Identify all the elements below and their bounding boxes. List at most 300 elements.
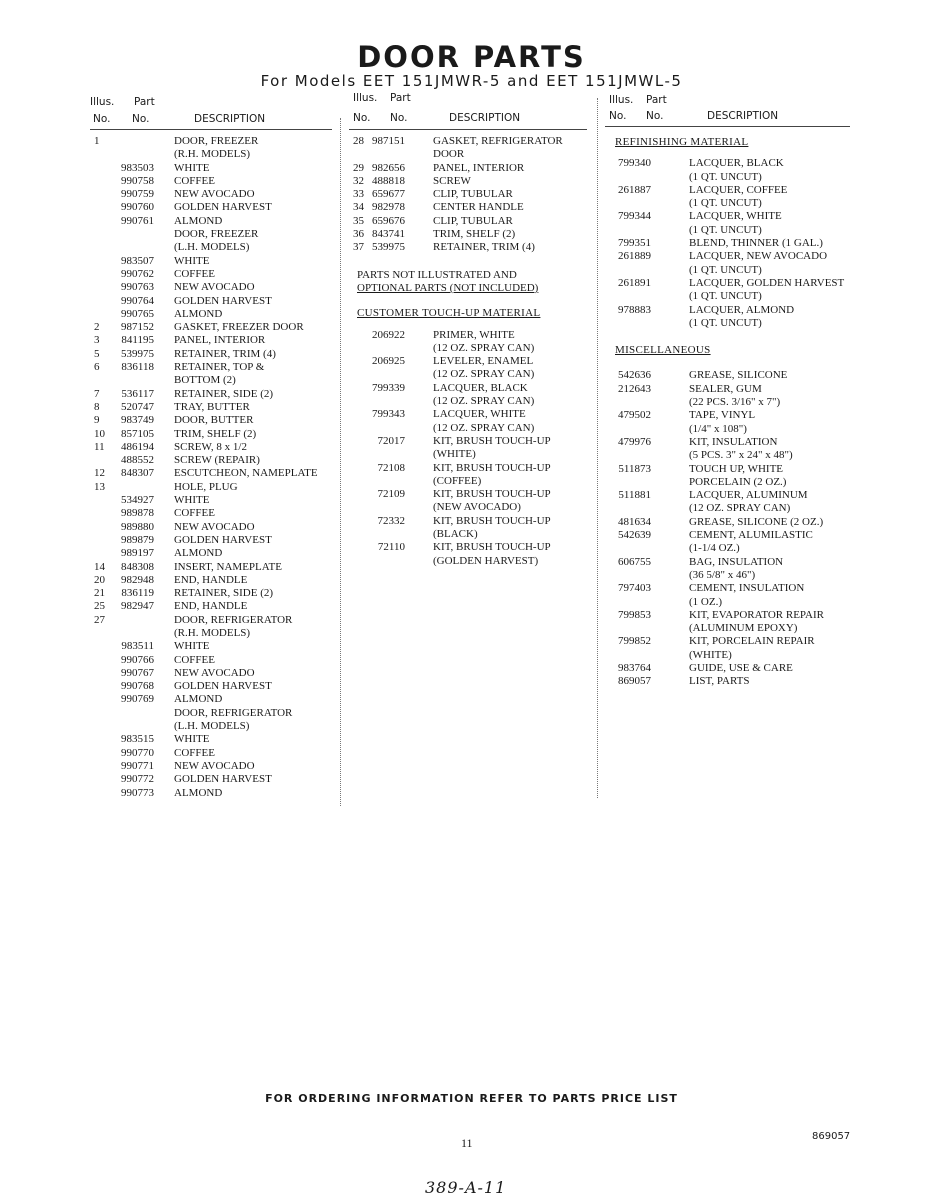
- header-no: No.: [609, 110, 627, 122]
- table-row: [605, 649, 850, 662]
- part-number: 72017: [377, 434, 405, 447]
- part-description: (12 OZ. SPRAY CAN): [433, 395, 535, 408]
- part-description: END, HANDLE: [174, 600, 248, 613]
- table-row: [605, 224, 850, 237]
- header-illus: Illus.: [90, 96, 115, 108]
- table-row: [605, 529, 850, 542]
- header-description: DESCRIPTION: [449, 112, 521, 124]
- illus-no: 9: [94, 414, 100, 427]
- table-row: [349, 555, 587, 568]
- part-number: 982978: [372, 201, 405, 214]
- table-row: [605, 290, 850, 303]
- table-row: [90, 148, 332, 161]
- header-illus: Illus.: [353, 92, 378, 104]
- part-number: 72332: [377, 514, 405, 527]
- part-description: BAG, INSULATION: [689, 555, 784, 568]
- part-description: GASKET, FREEZER DOOR: [174, 321, 304, 334]
- table-row: [349, 175, 587, 188]
- part-number: 212643: [618, 382, 651, 395]
- table-row: [349, 395, 587, 408]
- column-1-list: [90, 130, 332, 800]
- table-row: [90, 680, 332, 693]
- part-number: 982947: [121, 600, 154, 613]
- part-number: 869057: [618, 675, 651, 688]
- table-row: [605, 449, 850, 462]
- table-row: [605, 556, 850, 569]
- note-line-1: PARTS NOT ILLUSTRATED AND: [357, 268, 517, 281]
- part-description: LACQUER, COFFEE: [689, 183, 788, 196]
- refinishing-heading: REFINISHING MATERIAL: [615, 136, 749, 148]
- table-row: [90, 521, 332, 534]
- illus-no: 12: [94, 467, 105, 480]
- table-row: [90, 467, 332, 480]
- table-row: [349, 162, 587, 175]
- table-row: [605, 569, 850, 582]
- table-row: [90, 600, 332, 613]
- part-number: 857105: [121, 427, 154, 440]
- part-description: KIT, PORCELAIN REPAIR: [689, 635, 815, 648]
- part-description: PANEL, INTERIOR: [174, 334, 266, 347]
- illus-no: 11: [94, 440, 105, 453]
- part-number: 983503: [121, 161, 154, 174]
- part-number: 479502: [618, 409, 651, 422]
- table-row: [349, 342, 587, 355]
- table-row: [605, 516, 850, 529]
- table-row: [605, 502, 850, 515]
- part-description: LACQUER, WHITE: [433, 408, 526, 421]
- illus-no: 28: [353, 135, 364, 147]
- table-row: [349, 448, 587, 461]
- part-description: (L.H. MODELS): [174, 241, 250, 254]
- table-row: [349, 541, 587, 554]
- header-part-no: No.: [646, 110, 664, 122]
- column-1-header: [90, 92, 332, 130]
- column-2-list: [349, 135, 587, 255]
- part-description: COFFEE: [174, 174, 215, 187]
- header-no: No.: [353, 112, 371, 124]
- table-row: [90, 215, 332, 228]
- part-number: 606755: [618, 555, 651, 568]
- table-row: [605, 635, 850, 648]
- table-row: [90, 374, 332, 387]
- table-row: [90, 534, 332, 547]
- part-description: DOOR: [433, 148, 465, 161]
- part-number: 72108: [377, 461, 405, 474]
- part-description: ALMOND: [174, 786, 223, 799]
- table-row: [90, 414, 332, 427]
- part-description: KIT, EVAPORATOR REPAIR: [689, 608, 824, 621]
- table-row: [605, 383, 850, 396]
- table-row: [90, 281, 332, 294]
- part-description: KIT, BRUSH TOUCH-UP: [433, 434, 551, 447]
- part-number: 983515: [121, 733, 154, 746]
- illus-no: 29: [353, 161, 364, 174]
- table-row: [90, 135, 332, 148]
- table-row: [349, 528, 587, 541]
- part-number: 799351: [618, 237, 651, 250]
- table-row: [349, 135, 587, 148]
- table-row: [90, 321, 332, 334]
- column-divider-1: [340, 118, 341, 806]
- part-description: GOLDEN HARVEST: [174, 533, 272, 546]
- table-row: [605, 662, 850, 675]
- part-number: 799340: [618, 157, 651, 170]
- column-2-header: [349, 92, 587, 130]
- ordering-info: FOR ORDERING INFORMATION REFER TO PARTS PRICE LIST: [265, 1092, 678, 1105]
- part-description: LACQUER, ALUMINUM: [689, 489, 808, 502]
- part-description: (5 PCS. 3" x 24" x 48"): [689, 449, 793, 462]
- part-description: (12 OZ. SPRAY CAN): [433, 341, 535, 354]
- touchup-heading: CUSTOMER TOUCH-UP MATERIAL: [357, 307, 541, 320]
- part-description: (1 QT. UNCUT): [689, 290, 762, 303]
- part-description: COFFEE: [174, 267, 215, 280]
- table-row: [90, 640, 332, 653]
- part-number: 836119: [121, 587, 154, 600]
- table-row: [349, 355, 587, 368]
- part-description: GOLDEN HARVEST: [174, 773, 272, 786]
- table-row: [349, 488, 587, 501]
- header-description: DESCRIPTION: [707, 110, 779, 122]
- part-number: 987152: [121, 321, 154, 334]
- header-illus: Illus.: [609, 94, 634, 106]
- part-number: 797403: [618, 582, 651, 595]
- part-description: WHITE: [174, 494, 210, 507]
- table-row: [605, 622, 850, 635]
- table-row: [605, 157, 850, 170]
- table-row: [605, 264, 850, 277]
- part-number: 659676: [372, 214, 405, 227]
- part-description: (GOLDEN HARVEST): [433, 554, 539, 567]
- table-row: [605, 304, 850, 317]
- part-number: 990773: [121, 786, 154, 799]
- table-row: [349, 215, 587, 228]
- part-number: 990765: [121, 307, 154, 320]
- part-number: 479976: [618, 435, 651, 448]
- table-row: [90, 654, 332, 667]
- table-row: [349, 329, 587, 342]
- header-no: No.: [93, 113, 111, 125]
- table-row: [349, 515, 587, 528]
- table-row: [90, 348, 332, 361]
- table-row: [349, 228, 587, 241]
- table-row: [349, 368, 587, 381]
- illus-no: 7: [94, 387, 100, 400]
- handwritten-note: 389-A-11: [425, 1178, 507, 1197]
- header-part-no: No.: [390, 112, 408, 124]
- part-number: 990764: [121, 294, 154, 307]
- table-row: [349, 241, 587, 254]
- part-number: 799853: [618, 608, 651, 621]
- table-row: [605, 184, 850, 197]
- part-number: 990772: [121, 773, 154, 786]
- table-row: [605, 237, 850, 250]
- table-row: [605, 463, 850, 476]
- part-description: (1 OZ.): [689, 595, 722, 608]
- part-number: 799339: [372, 381, 405, 394]
- part-description: (NEW AVOCADO): [433, 501, 521, 514]
- table-row: [90, 361, 332, 374]
- part-description: (WHITE): [689, 648, 732, 661]
- table-row: [605, 409, 850, 422]
- part-number: 659677: [372, 188, 405, 201]
- illus-no: 14: [94, 560, 105, 573]
- table-row: [90, 587, 332, 600]
- part-number: 989878: [121, 507, 154, 520]
- part-description: PRIMER, WHITE: [433, 328, 515, 341]
- part-number: 539975: [121, 347, 154, 360]
- part-number: 539975: [372, 241, 405, 254]
- refinishing-list: [605, 157, 850, 330]
- table-row: [90, 334, 332, 347]
- part-description: DOOR, REFRIGERATOR: [174, 613, 293, 626]
- part-number: 989880: [121, 520, 154, 533]
- table-row: [349, 148, 587, 161]
- part-description: NEW AVOCADO: [174, 188, 255, 201]
- part-number: 206925: [372, 355, 405, 368]
- part-number: 990766: [121, 653, 154, 666]
- table-row: [90, 760, 332, 773]
- part-description: RETAINER, SIDE (2): [174, 387, 274, 400]
- part-description: NEW AVOCADO: [174, 666, 255, 679]
- part-description: SCREW, 8 x 1/2: [174, 440, 247, 453]
- table-row: [90, 228, 332, 241]
- table-row: [349, 501, 587, 514]
- part-number: 983511: [121, 640, 154, 653]
- part-description: (12 OZ. SPRAY CAN): [433, 368, 535, 381]
- part-description: GREASE, SILICONE (2 OZ.): [689, 515, 824, 528]
- part-number: 799344: [618, 210, 651, 223]
- part-description: LACQUER, WHITE: [689, 210, 782, 223]
- page-subtitle: For Models EET 151JMWR-5 and EET 151JMWL-5: [260, 72, 683, 90]
- table-row: [90, 268, 332, 281]
- illus-no: 33: [353, 188, 364, 201]
- part-description: RETAINER, TOP &: [174, 361, 265, 374]
- table-row: [90, 693, 332, 706]
- table-row: [90, 454, 332, 467]
- table-row: [349, 382, 587, 395]
- part-description: BLEND, THINNER (1 GAL.): [689, 237, 823, 250]
- table-row: [605, 675, 850, 688]
- part-description: (1 QT. UNCUT): [689, 170, 762, 183]
- table-row: [605, 210, 850, 223]
- part-description: (36 5/8" x 46"): [689, 568, 756, 581]
- table-row: [90, 295, 332, 308]
- table-row: [605, 596, 850, 609]
- table-row: [90, 201, 332, 214]
- part-number: 983764: [618, 661, 651, 674]
- illus-no: 2: [94, 321, 100, 334]
- part-description: CEMENT, ALUMILASTIC: [689, 529, 813, 542]
- table-row: [90, 481, 332, 494]
- page-number: 11: [461, 1136, 473, 1150]
- table-row: [90, 707, 332, 720]
- table-row: [90, 574, 332, 587]
- part-description: (COFFEE): [433, 474, 482, 487]
- part-number: 982656: [372, 161, 405, 174]
- page-title: DOOR PARTS: [357, 40, 586, 74]
- part-number: 72109: [377, 488, 405, 501]
- part-description: (12 OZ. SPRAY CAN): [689, 502, 791, 515]
- part-description: KIT, BRUSH TOUCH-UP: [433, 488, 551, 501]
- illus-no: 20: [94, 573, 105, 586]
- part-description: BOTTOM (2): [174, 374, 236, 387]
- table-row: [349, 201, 587, 214]
- part-description: DOOR, REFRIGERATOR: [174, 706, 293, 719]
- illus-no: 1: [94, 135, 100, 147]
- table-row: [90, 627, 332, 640]
- part-number: 989879: [121, 533, 154, 546]
- column-3-header: [605, 92, 850, 127]
- table-row: [90, 255, 332, 268]
- part-number: 488818: [372, 174, 405, 187]
- part-description: SCREW: [433, 174, 471, 187]
- parts-column-3: [605, 92, 850, 689]
- part-number: 843741: [372, 228, 405, 241]
- part-number: 836118: [121, 361, 154, 374]
- part-number: 72110: [377, 541, 405, 554]
- part-number: 990771: [121, 759, 154, 772]
- part-number: 481634: [618, 515, 651, 528]
- part-description: WHITE: [174, 733, 210, 746]
- part-description: TRIM, SHELF (2): [433, 228, 516, 241]
- part-description: (R.H. MODELS): [174, 148, 251, 161]
- table-row: [349, 188, 587, 201]
- illus-no: 27: [94, 613, 105, 626]
- part-number: 536117: [121, 387, 154, 400]
- part-description: (R.H. MODELS): [174, 626, 251, 639]
- table-row: [605, 542, 850, 555]
- table-row: [605, 396, 850, 409]
- part-description: (1 QT. UNCUT): [689, 263, 762, 276]
- column-2-body: [349, 130, 587, 568]
- table-row: [605, 369, 850, 382]
- table-row: [90, 162, 332, 175]
- table-row: [605, 476, 850, 489]
- part-description: GREASE, SILICONE: [689, 369, 788, 382]
- table-row: [90, 787, 332, 800]
- illus-no: 21: [94, 587, 105, 600]
- table-row: [90, 733, 332, 746]
- part-number: 983749: [121, 414, 154, 427]
- part-description: PORCELAIN (2 OZ.): [689, 475, 787, 488]
- table-row: [90, 747, 332, 760]
- header-part: Part: [390, 92, 411, 104]
- part-number: 206922: [372, 328, 405, 341]
- header-part-no: No.: [132, 113, 150, 125]
- header-part: Part: [134, 96, 155, 108]
- part-description: RETAINER, TRIM (4): [174, 347, 276, 360]
- part-description: LACQUER, ALMOND: [689, 303, 795, 316]
- part-number: 990767: [121, 666, 154, 679]
- part-description: WHITE: [174, 640, 210, 653]
- table-row: [605, 489, 850, 502]
- part-description: ALMOND: [174, 307, 223, 320]
- table-row: [349, 462, 587, 475]
- part-number: 990760: [121, 201, 154, 214]
- table-row: [90, 308, 332, 321]
- part-description: TOUCH UP, WHITE: [689, 462, 784, 475]
- part-description: GOLDEN HARVEST: [174, 294, 272, 307]
- part-description: (1/4" x 108"): [689, 422, 747, 435]
- part-description: CENTER HANDLE: [433, 201, 524, 214]
- table-row: [349, 435, 587, 448]
- part-description: TAPE, VINYL: [689, 409, 756, 422]
- part-number: 261891: [618, 276, 651, 289]
- part-description: (WHITE): [433, 448, 476, 461]
- table-row: [90, 494, 332, 507]
- part-description: ALMOND: [174, 547, 223, 560]
- part-description: COFFEE: [174, 507, 215, 520]
- part-description: KIT, BRUSH TOUCH-UP: [433, 461, 551, 474]
- part-number: 520747: [121, 400, 154, 413]
- part-number: 799852: [618, 635, 651, 648]
- table-row: [349, 408, 587, 421]
- part-number: 990759: [121, 188, 154, 201]
- misc-heading: MISCELLANEOUS: [615, 344, 711, 357]
- part-number: 990762: [121, 267, 154, 280]
- column-divider-2: [597, 98, 598, 798]
- part-number: 261887: [618, 183, 651, 196]
- part-description: NEW AVOCADO: [174, 759, 255, 772]
- part-description: CLIP, TUBULAR: [433, 188, 513, 201]
- part-number: 848308: [121, 560, 154, 573]
- part-description: LACQUER, NEW AVOCADO: [689, 250, 828, 263]
- part-number: 990769: [121, 693, 154, 706]
- part-description: DOOR, FREEZER: [174, 135, 259, 147]
- part-description: KIT, BRUSH TOUCH-UP: [433, 514, 551, 527]
- part-description: COFFEE: [174, 653, 215, 666]
- part-description: ALMOND: [174, 214, 223, 227]
- part-description: HOLE, PLUG: [174, 480, 238, 493]
- illus-no: 3: [94, 334, 100, 347]
- part-description: TRIM, SHELF (2): [174, 427, 257, 440]
- part-description: (12 OZ. SPRAY CAN): [433, 421, 535, 434]
- header-description: DESCRIPTION: [194, 113, 266, 125]
- part-number: 511873: [618, 462, 651, 475]
- part-number: 983507: [121, 254, 154, 267]
- part-description: TRAY, BUTTER: [174, 400, 250, 413]
- illus-no: 10: [94, 427, 105, 440]
- part-number: 990763: [121, 281, 154, 294]
- table-row: [90, 241, 332, 254]
- part-number: 799343: [372, 408, 405, 421]
- part-description: LACQUER, BLACK: [689, 157, 784, 170]
- part-description: (1-1/4 OZ.): [689, 542, 740, 555]
- part-description: LACQUER, BLACK: [433, 381, 528, 394]
- part-number: 990770: [121, 746, 154, 759]
- part-description: GASKET, REFRIGERATOR: [433, 135, 563, 147]
- header-part: Part: [646, 94, 667, 106]
- part-number: 486194: [121, 440, 154, 453]
- part-number: 542639: [618, 529, 651, 542]
- part-description: ESCUTCHEON, NAMEPLATE: [174, 467, 318, 480]
- part-description: KIT, INSULATION: [689, 435, 778, 448]
- part-description: WHITE: [174, 161, 210, 174]
- part-number: 511881: [618, 489, 651, 502]
- parts-column-1: [90, 92, 332, 800]
- part-number: 990768: [121, 680, 154, 693]
- table-row: [605, 277, 850, 290]
- part-description: (1 QT. UNCUT): [689, 316, 762, 329]
- part-description: GUIDE, USE & CARE: [689, 661, 793, 674]
- illus-no: 34: [353, 201, 364, 214]
- part-number: 841195: [121, 334, 154, 347]
- part-description: (BLACK): [433, 528, 478, 541]
- note-line-2: OPTIONAL PARTS (NOT INCLUDED): [357, 281, 539, 294]
- document-number: 869057: [812, 1131, 851, 1142]
- illus-no: 13: [94, 480, 105, 493]
- part-number: 990761: [121, 214, 154, 227]
